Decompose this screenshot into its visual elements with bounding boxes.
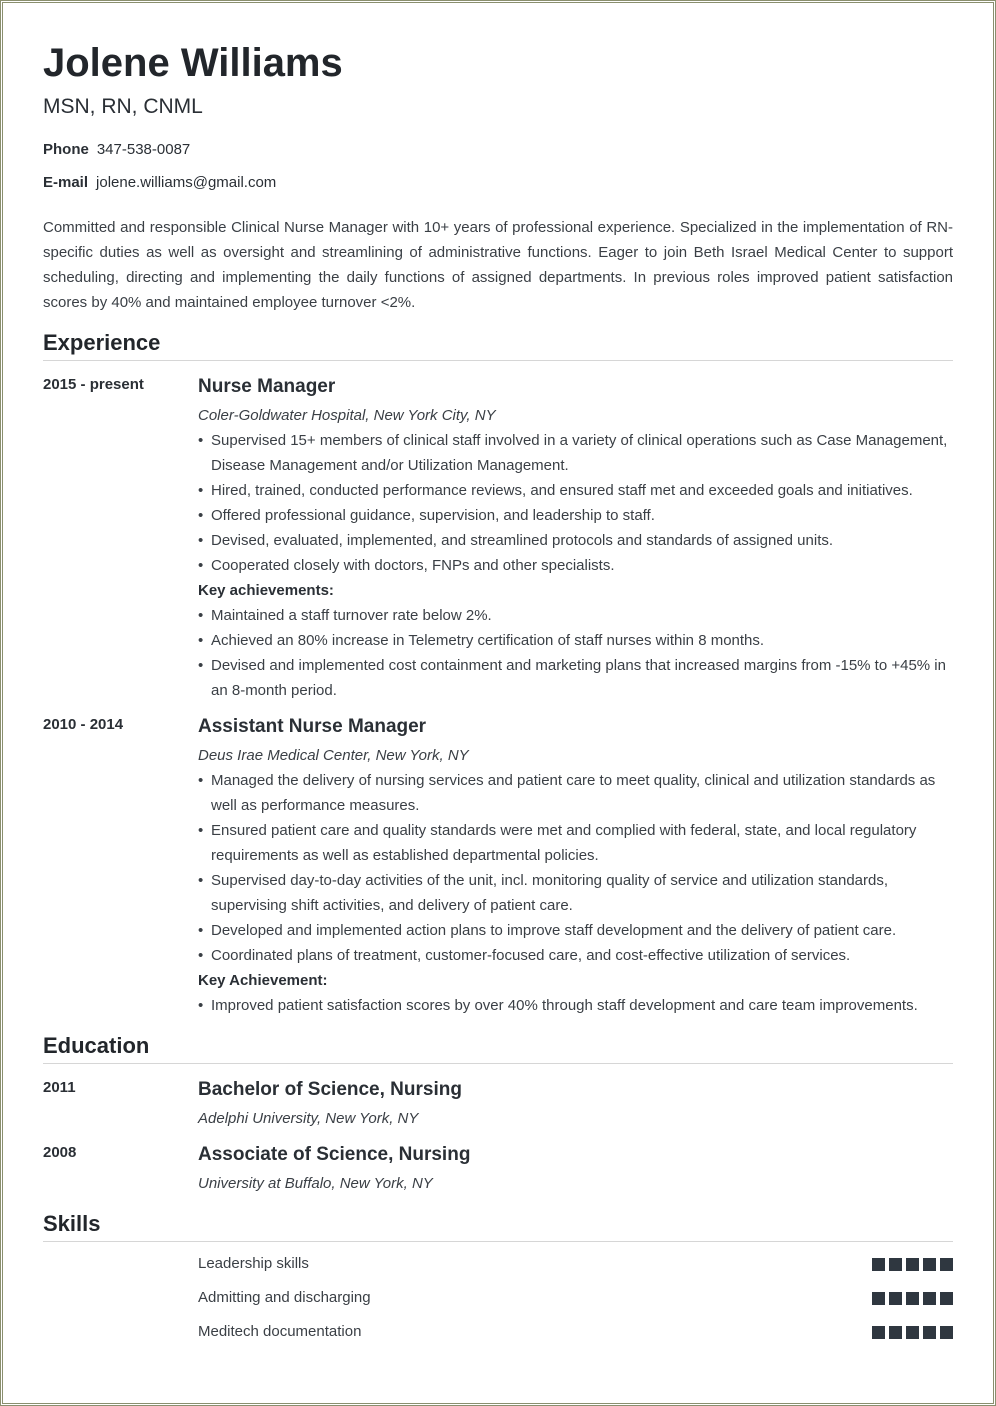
list-item: • Coordinated plans of treatment, customer-focused care, and cost-effective utilization of services. (198, 943, 953, 968)
list-item: • Managed the delivery of nursing services and patient care to meet quality, clinical and utilization standards as well as performance measures. (198, 768, 953, 818)
skill-level-square (889, 1258, 902, 1271)
phone-value: 347-538-0087 (96, 141, 191, 158)
list-item: • Cooperated closely with doctors, FNPs and other specialists. (198, 553, 953, 578)
degree: Associate of Science, Nursing (198, 1144, 471, 1165)
skill-name: Leadership skills (198, 1255, 309, 1272)
list-item: • Devised, evaluated, implemented, and streamlined protocols and standards of assigned units. (198, 528, 953, 553)
email-label: E-mail (43, 174, 89, 191)
skill-level-square (906, 1292, 919, 1305)
skill-level-square (940, 1326, 953, 1339)
skill-level-square (940, 1292, 953, 1305)
candidate-name: Jolene Williams (43, 41, 343, 85)
skill-row (198, 1288, 953, 1308)
job-title: Assistant Nurse Manager (198, 716, 427, 737)
summary: Committed and responsible Clinical Nurse Manager with 10+ years of professional experience. Specialized in the implementation of RN-specific duties as well as oversight and streamlining of administrative functions. Eager to join Beth Israel Medical Center to support scheduling, directing and implementing the daily functions of assigned departments. In previous roles improved patient satisfaction scores by 40% and maintained employee turnover <2%. (43, 219, 953, 311)
email-row (43, 173, 276, 193)
skill-level-square (940, 1258, 953, 1271)
skills-heading: Skills (43, 1211, 953, 1242)
skill-level-square (889, 1292, 902, 1305)
education-body (198, 1143, 953, 1196)
list-item: • Supervised day-to-day activities of the unit, incl. monitoring quality of service and utilization standards, supervising shift activities, and delivery of patient care. (198, 868, 953, 918)
skill-level-square (906, 1326, 919, 1339)
contact-block (43, 140, 276, 193)
list-item: • Ensured patient care and quality standards were met and complied with federal, state, and local regulatory requirements as well as established departmental policies. (198, 818, 953, 868)
skill-level-square (872, 1326, 885, 1339)
skill-level-meter (872, 1292, 953, 1305)
education-year: 2008 (43, 1144, 77, 1161)
list-item: • Supervised 15+ members of clinical staff involved in a variety of clinical operations such as Case Management, Disease Management and/or Utilization Management. (198, 428, 953, 478)
key-achievements (198, 603, 953, 703)
skill-level-square (889, 1326, 902, 1339)
list-item: • Hired, trained, conducted performance reviews, and ensured staff met and exceeded goals and initiatives. (198, 478, 953, 503)
list-item: • Devised and implemented cost containment and marketing plans that increased margins from -15% to +45% in an 8-month period. (198, 653, 953, 703)
phone-label: Phone (43, 141, 89, 158)
skill-name: Meditech documentation (198, 1323, 362, 1340)
job-body (198, 375, 953, 703)
skill-level-square (923, 1326, 936, 1339)
key-achievements (198, 993, 953, 1018)
skill-level-square (872, 1258, 885, 1271)
degree: Bachelor of Science, Nursing (198, 1079, 462, 1100)
list-item: • Maintained a staff turnover rate below 2%. (198, 603, 953, 628)
job-duties (198, 428, 953, 578)
skill-name: Admitting and discharging (198, 1289, 371, 1306)
job-dates: 2010 - 2014 (43, 716, 124, 733)
school: University at Buffalo, New York, NY (198, 1175, 433, 1192)
job-body (198, 715, 953, 1018)
education-year: 2011 (43, 1079, 76, 1096)
skill-level-meter (872, 1258, 953, 1271)
phone-row (43, 140, 276, 160)
skill-row (198, 1322, 953, 1342)
skill-level-square (923, 1292, 936, 1305)
list-item: • Offered professional guidance, supervision, and leadership to staff. (198, 503, 953, 528)
resume (43, 38, 953, 1340)
education-heading: Education (43, 1033, 953, 1064)
job-dates: 2015 - present (43, 376, 144, 393)
school: Adelphi University, New York, NY (198, 1110, 419, 1127)
list-item: • Improved patient satisfaction scores by over 40% through staff development and care team improvements. (198, 993, 953, 1018)
key-achievements-heading: Key achievements: (198, 582, 334, 599)
skill-row (198, 1254, 953, 1274)
experience-heading: Experience (43, 330, 953, 361)
job-organization: Deus Irae Medical Center, New York, NY (198, 747, 469, 764)
key-achievement-heading: Key Achievement: (198, 972, 328, 989)
list-item: • Achieved an 80% increase in Telemetry certification of staff nurses within 8 months. (198, 628, 953, 653)
education-body (198, 1078, 953, 1131)
email-value: jolene.williams@gmail.com (96, 174, 277, 191)
credentials: MSN, RN, CNML (43, 95, 203, 118)
list-item: • Developed and implemented action plans to improve staff development and the delivery of patient care. (198, 918, 953, 943)
skill-level-square (906, 1258, 919, 1271)
job-organization: Coler-Goldwater Hospital, New York City, NY (198, 407, 496, 424)
job-duties (198, 768, 953, 968)
job-title: Nurse Manager (198, 376, 336, 397)
skill-level-square (923, 1258, 936, 1271)
skill-level-meter (872, 1326, 953, 1339)
skill-level-square (872, 1292, 885, 1305)
